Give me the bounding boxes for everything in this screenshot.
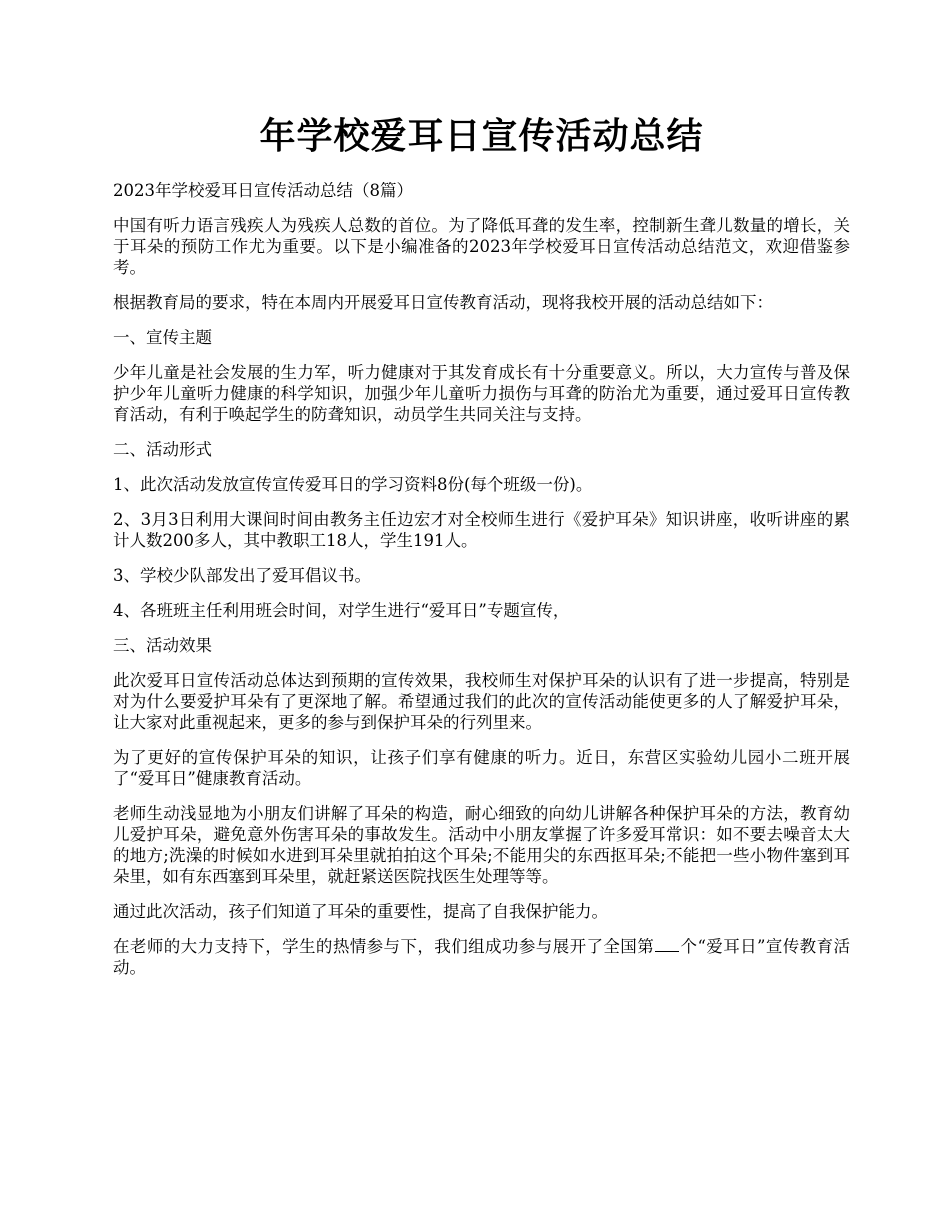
teacher-paragraph: 老师生动浅显地为小朋友们讲解了耳朵的构造，耐心细致的向幼儿讲解各种保护耳朵的方法，教育幼儿爱护耳朵，避免意外伤害耳朵的事故发生。活动中小朋友掌握了许多爱耳常识：如不要去噪音太大的地方;洗澡的时候如水进到耳朵里就拍拍这个耳朵;不能用尖的东西抠耳朵;不能把一些小物件塞到耳朵里，如有东西塞到耳朵里，就赶紧送医院找医生处理等等。 [113,804,850,886]
format-item-4: 4、各班班主任利用班会时间，对学生进行“爱耳日”专题宣传， [113,601,570,620]
kindergarten-paragraph: 为了更好的宣传保护耳朵的知识，让孩子们享有健康的听力。近日，东营区实验幼儿园小二班开展了“爱耳日”健康教育活动。 [113,748,850,788]
format-item-2: 2、3月3日利用大课间时间由教务主任边宏才对全校师生进行《爱护耳朵》知识讲座，收听讲座的累计人数200多人，其中教职工18人，学生191人。 [113,510,850,550]
closing-text-after-blank: 个“爱耳日”宣传教育活动。 [113,937,851,977]
theme-paragraph: 少年儿童是社会发展的生力军，听力健康对于其发育成长有十分重要意义。所以，大力宣传与普及保护少年儿童听力健康的科学知识，加强少年儿童听力损伤与耳聋的防治尤为重要，通过爱耳日宣传教育活动，有利于唤起学生的防聋知识，动员学生共同关注与支持。 [113,363,850,424]
closing-text-before-blank: 在老师的大力支持下，学生的热情参与下，我们组成功参与展开了全国第 [113,937,655,956]
document-subtitle: 2023年学校爱耳日宣传活动总结（8篇） [113,181,413,200]
document-title: 年学校爱耳日宣传活动总结 [259,115,704,157]
intro-paragraph: 中国有听力语言残疾人为残疾人总数的首位。为了降低耳聋的发生率，控制新生聋儿数量的增长，关于耳朵的预防工作尤为重要。以下是小编准备的2023年学校爱耳日宣传活动总结范文，欢迎借鉴参考。 [113,216,850,277]
section-heading-effect: 三、活动效果 [113,636,212,655]
format-item-1: 1、此次活动发放宣传宣传爱耳日的学习资料8份(每个班级一份)。 [113,475,593,494]
format-item-3: 3、学校少队部发出了爱耳倡议书。 [113,566,371,585]
outcome-paragraph: 通过此次活动，孩子们知道了耳朵的重要性，提高了自我保护能力。 [113,902,608,921]
section-heading-theme: 一、宣传主题 [113,328,212,347]
fill-in-blank [655,937,679,952]
summary-lead-paragraph: 根据教育局的要求，特在本周内开展爱耳日宣传教育活动，现将我校开展的活动总结如下： [113,293,773,312]
effect-paragraph: 此次爱耳日宣传活动总体达到预期的宣传效果，我校师生对保护耳朵的认识有了进一步提高，特别是对为什么要爱护耳朵有了更深地了解。希望通过我们的此次的宣传活动能使更多的人了解爱护耳朵，让大家对此重视起来，更多的参与到保护耳朵的行列里来。 [113,671,850,732]
closing-paragraph [113,936,850,978]
section-heading-format: 二、活动形式 [113,440,212,459]
